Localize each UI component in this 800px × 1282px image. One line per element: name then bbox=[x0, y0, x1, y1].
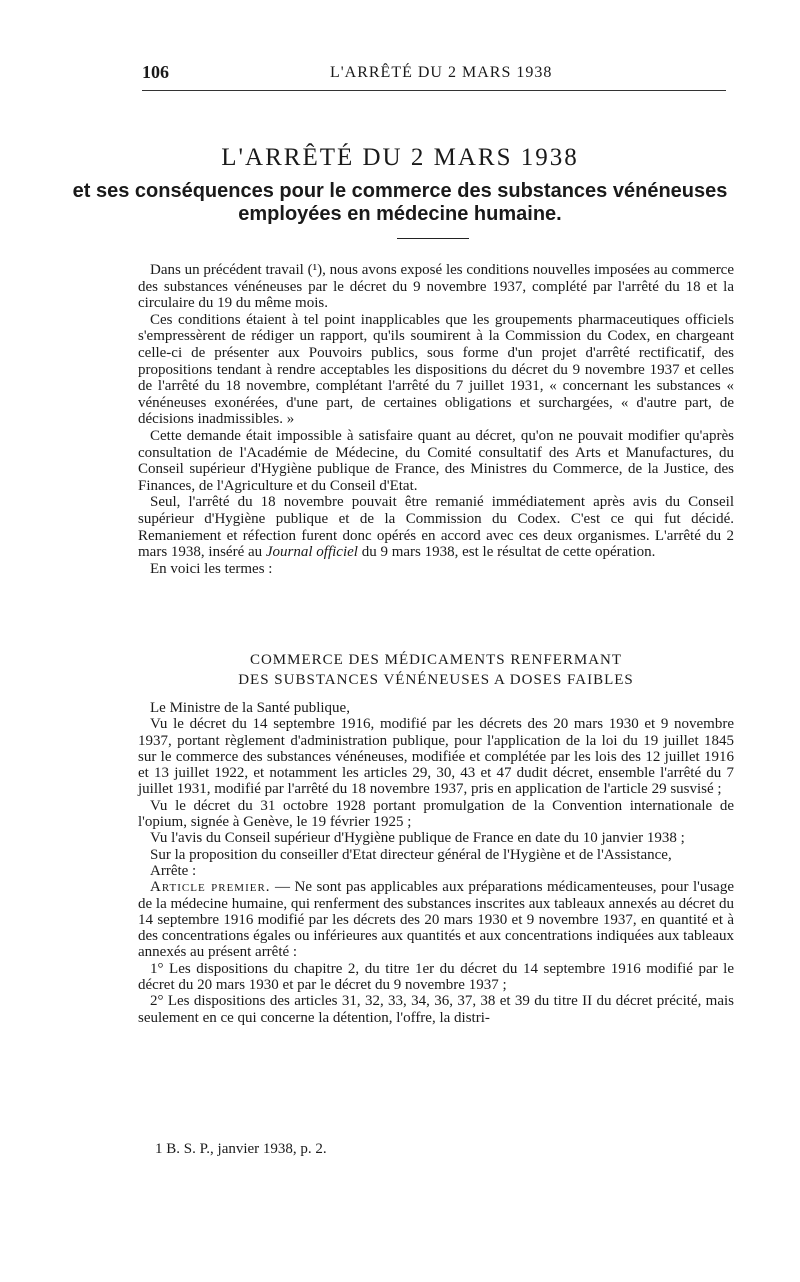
subtitle-line-1: et ses conséquences pour le commerce des substances vénéneuses bbox=[72, 180, 728, 202]
intro-paragraph: Cette demande était impossible à satisfaire quant au décret, qu'on ne pouvait modifier qu'après consultation de l'Académie de Médecine, du Comité consultatif des Arts et Manufactures, du Conseil supérieur d'Hygiène publique de France, des Ministres du Commerce, de la Justice, des Finances, de l'Agriculture et du Conseil d'Etat. bbox=[138, 427, 734, 494]
intro-text bbox=[138, 262, 734, 577]
article-title: L'ARRÊTÉ DU 2 MARS 1938 bbox=[221, 144, 579, 171]
running-title: L'ARRÊTÉ DU 2 MARS 1938 bbox=[330, 64, 553, 81]
subtitle-line-2: employées en médecine humaine. bbox=[238, 203, 562, 225]
article-subtitle bbox=[0, 180, 800, 226]
title-divider bbox=[397, 238, 469, 239]
decree-paragraph: Vu le décret du 14 septembre 1916, modifié par les décrets des 20 mars 1930 et 9 novembre 1937, portant règlement d'administration publique, pour l'application de la loi du 19 juillet 1845 sur le commerce des substances vénéneuses, modifiée et complétée par les lois des 12 juillet 1916 et 13 juillet 1922, et notamment les articles 29, 30, 43 et 47 dudit décret, ensemble l'arrêté du 7 juillet 1931, modifié par l'arrêté du 18 novembre 1937, pris en application de l'article 29 susvisé ; bbox=[138, 716, 734, 798]
decree-paragraph: Vu le décret du 31 octobre 1928 portant promulgation de la Convention internationale de l'opium, signée à Genève, le 19 février 1925 ; bbox=[138, 797, 734, 831]
section-heading-line-1: COMMERCE DES MÉDICAMENTS RENFERMANT bbox=[249, 652, 623, 668]
decree-paragraph: Le Ministre de la Santé publique, bbox=[150, 700, 350, 716]
intro-paragraph: Dans un précédent travail (¹), nous avons exposé les conditions nouvelles imposées au commerce des substances vénéneuses par le décret du 9 novembre 1937, complété par l'arrêté du 18 et la circulaire du 19 du même mois. bbox=[138, 262, 734, 312]
section-heading-line-2: DES SUBSTANCES VÉNÉNEUSES A DOSES FAIBLES bbox=[238, 672, 634, 688]
intro-paragraph: Ces conditions étaient à tel point inapplicables que les groupements pharmaceutiques officiels s'empressèrent de rédiger un rapport, qu'ils soumirent à la Commission du Codex, en chargeant celle-ci de présenter aux Pouvoirs publics, sous forme d'un projet d'arrêté rectificatif, des propositions tendant à rendre acceptables les dispositions du décret du 9 novembre 1937 et celles de l'arrêté du 18 novembre, complétant l'arrêté du 7 juillet 1931, « concernant les substances « vénéneuses exonérées, d'une part, de certaines obligations et surchargées, « d'autre part, de décisions inadmissibles. » bbox=[138, 311, 734, 428]
intro-paragraph: Seul, l'arrêté du 18 novembre pouvait être remanié immédiatement après avis du Conseil supérieur d'Hygiène publique et de la Commission du Codex. C'est ce qui fut décidé. Remaniement et réfection furent donc opérés en accord avec ces deux organismes. L'arrêté du 2 mars 1938, inséré au Journal officiel du 9 mars 1938, est le résultat de cette opération. bbox=[138, 494, 734, 561]
decree-paragraph: Article premier. — Ne sont pas applicables aux préparations médicamenteuses, pour l'usage de la médecine humaine, qui renferment des substances inscrites aux tableaux annexés au décret du 14 septembre 1916 modifié par les décrets des 20 mars 1930 et 9 novembre 1937, en quantité et à des concentrations égales ou inférieures aux quantités et aux concentrations indiquées aux tableaux annexés au présent arrêté : bbox=[138, 879, 735, 961]
decree-paragraph: 1° Les dispositions du chapitre 2, du titre 1er du décret du 14 septembre 1916 modifié par le décret du 20 mars 1930 et par le décret du 9 novembre 1937 ; bbox=[138, 960, 734, 994]
decree-paragraph: Sur la proposition du conseiller d'Etat directeur général de l'Hygiène et de l'Assistance, bbox=[150, 846, 672, 863]
decree-paragraph: 2° Les dispositions des articles 31, 32, 33, 34, 36, 37, 38 et 39 du titre II du décret précité, mais seulement en ce qui concerne la détention, l'offre, la distri- bbox=[138, 993, 734, 1026]
section-heading bbox=[138, 650, 734, 690]
footnote: 1 B. S. P., janvier 1938, p. 2. bbox=[155, 1141, 327, 1157]
article-label: Article premier. bbox=[150, 879, 271, 896]
decree-paragraph: Vu l'avis du Conseil supérieur d'Hygiène publique de France en date du 10 janvier 1938 ; bbox=[150, 830, 685, 847]
intro-paragraph: En voici les termes : bbox=[150, 560, 273, 577]
page-header bbox=[142, 62, 726, 91]
decree-text bbox=[138, 700, 734, 1026]
page-number: 106 bbox=[142, 62, 169, 82]
journal-title: Journal officiel bbox=[265, 544, 358, 561]
decree-paragraph: Arrête : bbox=[150, 862, 197, 879]
